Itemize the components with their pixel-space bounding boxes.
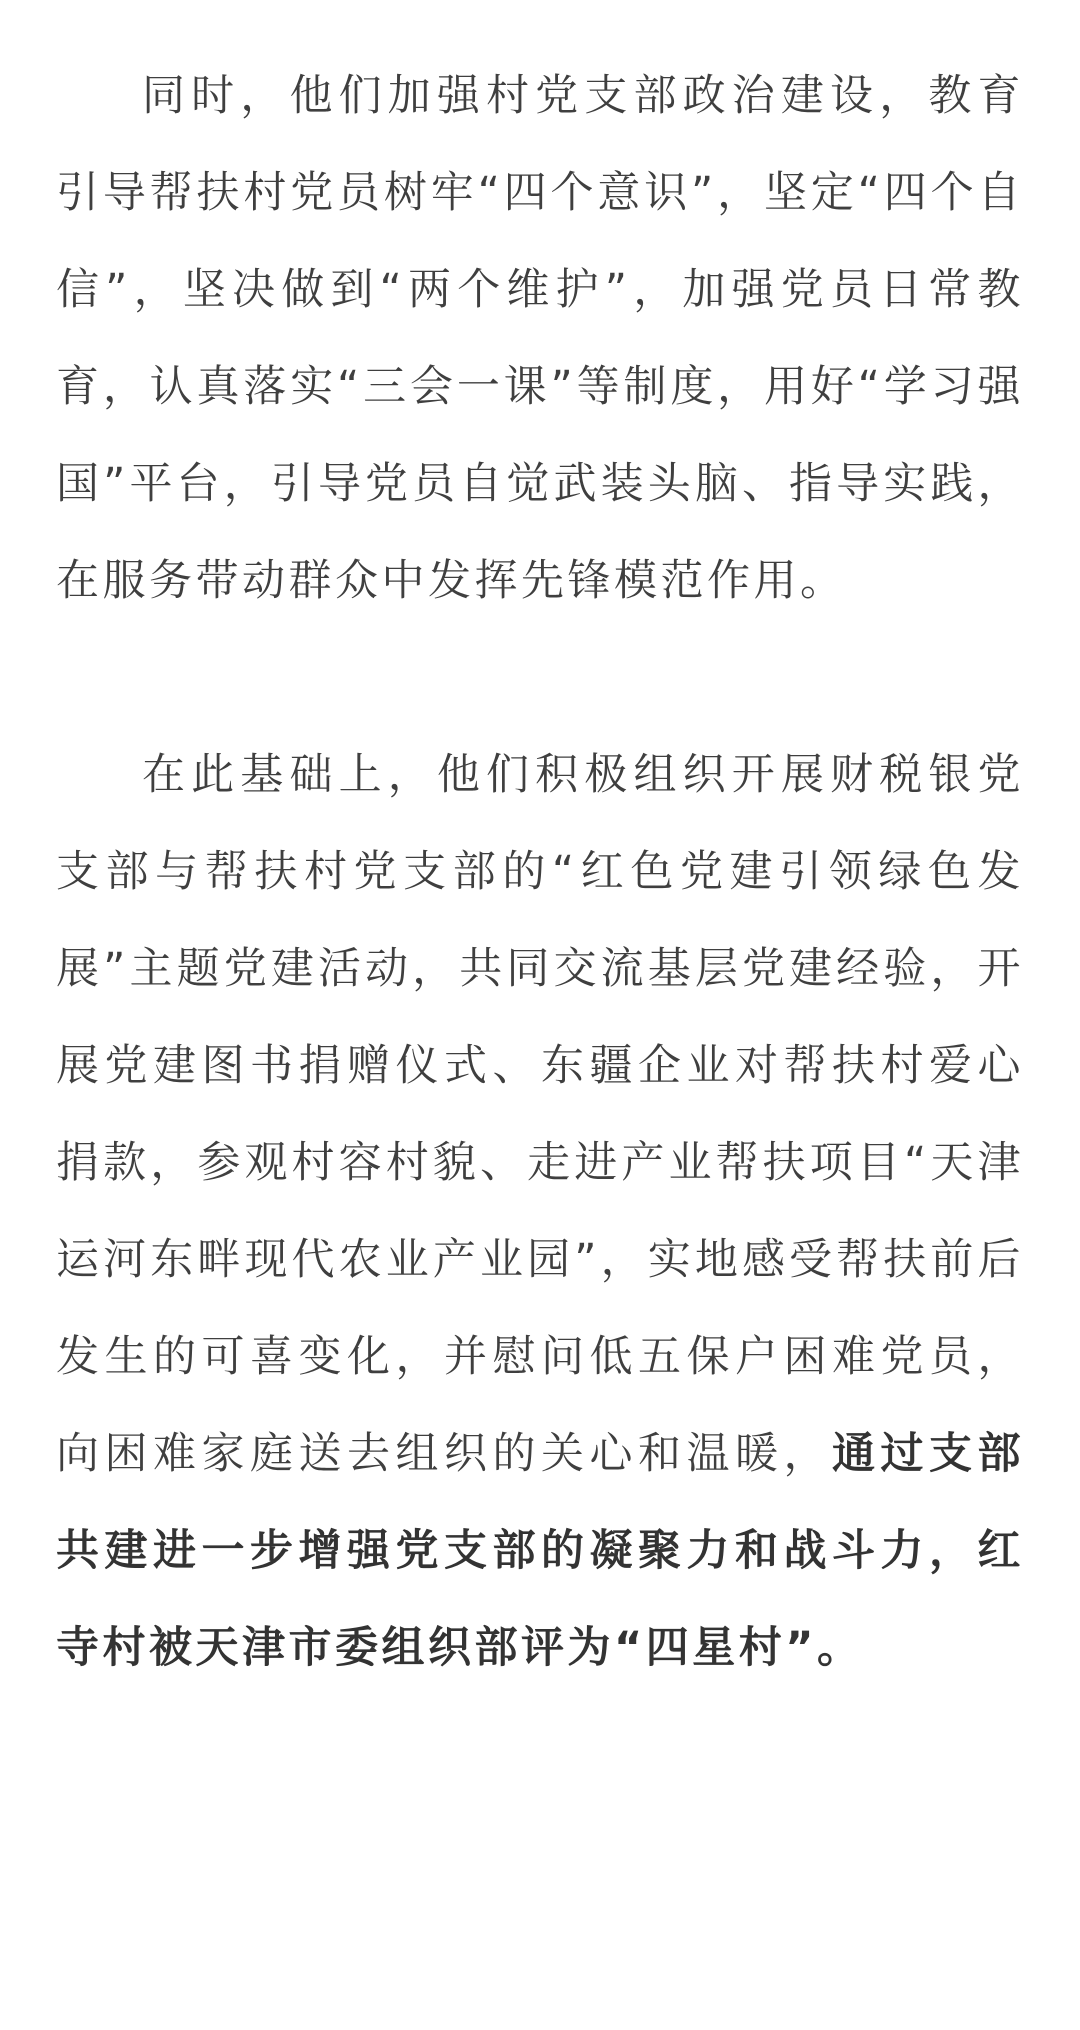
- paragraph-text: 同时，他们加强村党支部政治建设，教育引导帮扶村党员树牢“四个意识”，坚定“四个自信”，坚决做到“两个维护”，加强党员日常教育，认真落实“三会一课”等制度，用好“学习强国”平台，引导党员自觉武装头脑、指导实践，在服务带动群众中发挥先锋模范作用。: [56, 71, 1024, 606]
- paragraph-bold-conclusion: 通过支部共建进一步增强党支部的凝聚力和战斗力，红寺村被天津市委组织部评为“四星村”。: [56, 1429, 1024, 1673]
- paragraph-political-building: [56, 48, 1024, 630]
- paragraph-spacer: [56, 630, 1024, 727]
- paragraph-text: 在此基础上，他们积极组织开展财税银党支部与帮扶村党支部的“红色党建引领绿色发展”主题党建活动，共同交流基层党建经验，开展党建图书捐赠仪式、东疆企业对帮扶村爱心捐款，参观村容村貌、走进产业帮扶项目“天津运河东畔现代农业产业园”，实地感受帮扶前后发生的可喜变化，并慰问低五保户困难党员，向困难家庭送去组织的关心和温暖，: [56, 750, 1024, 1479]
- paragraph-joint-activities: [56, 727, 1024, 1697]
- article-body: [56, 48, 1024, 1697]
